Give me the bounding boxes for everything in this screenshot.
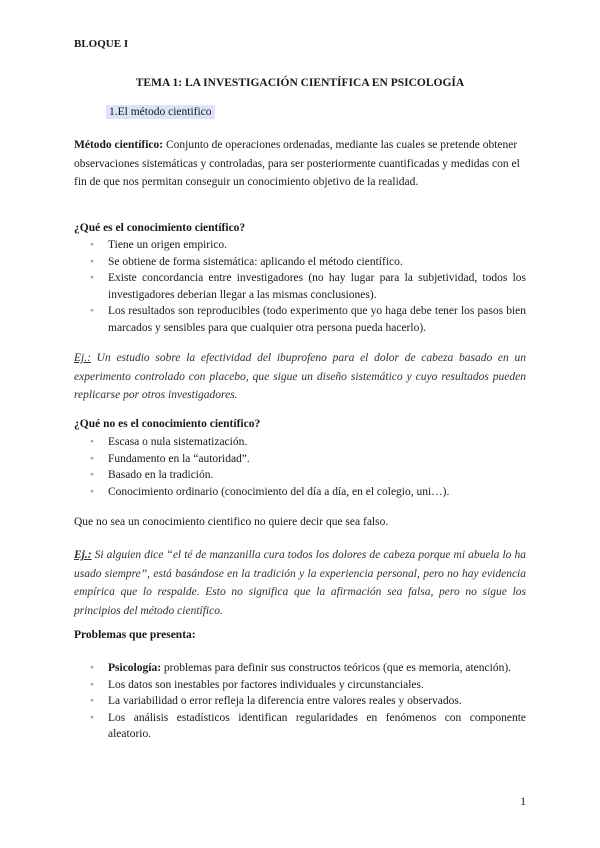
what-is-heading: ¿Qué es el conocimiento científico? bbox=[74, 222, 246, 234]
example-1 bbox=[74, 349, 526, 405]
list-item: ● La variabilidad o error refleja la diferencia entre valores reales y observados. bbox=[90, 693, 526, 710]
definition-paragraph bbox=[74, 136, 526, 192]
definition-term: Método científico: bbox=[74, 139, 164, 151]
what-is-not-heading: ¿Qué no es el conocimiento científico? bbox=[74, 418, 261, 430]
list-item: ● Los resultados son reproducibles (todo experimento que yo haga debe tener los pasos bien marcados y sensibles para que cualquier otra persona pueda hacerlo). bbox=[90, 303, 526, 336]
list-item: ● Existe concordancia entre investigadores (no hay lugar para la subjetividad, todos los investigadores deberian llegar a las mismas conclusiones). bbox=[90, 270, 526, 303]
example-1-label: Ej.: bbox=[74, 352, 91, 364]
problem-text: problemas para definir sus constructos teóricos (que es memoria, atención). bbox=[161, 662, 512, 674]
example-2-text: Si alguien dice “el té de manzanilla cura todos los dolores de cabeza porque mi abuela lo ha usado siempre”, está basándose en la tradición y la experiencia personal, pero no hay evidencia empírica que lo respalde. Esto no significa que la afirmación sea falsa, pero no sigue los principios del método científico. bbox=[74, 549, 526, 617]
page-title: TEMA 1: LA INVESTIGACIÓN CIENTÍFICA EN PSICOLOGÍA bbox=[135, 77, 465, 89]
problems-list bbox=[90, 660, 526, 743]
section-heading: 1.El método cientifico bbox=[106, 105, 215, 119]
list-item: ● Escasa o nula sistematización. bbox=[90, 434, 526, 451]
list-item: ● Los datos son inestables por factores individuales y circunstanciales. bbox=[90, 677, 526, 694]
list-item: ● Se obtiene de forma sistemática: aplicando el método científico. bbox=[90, 254, 526, 271]
example-2-label: Ej.: bbox=[74, 549, 92, 561]
what-is-list bbox=[90, 237, 526, 336]
list-item: ● Tiene un origen empirico. bbox=[90, 237, 526, 254]
block-label: BLOQUE I bbox=[74, 38, 129, 50]
definition-text: Conjunto de operaciones ordenadas, mediante las cuales se pretende obtener observaciones sistemáticas y controladas, para ser posteriormente cuantificadas y medidas con el fin de que nos permitan conseguir un conocimiento objetivo de la realidad. bbox=[74, 139, 520, 188]
note-paragraph: Que no sea un conocimiento cientifico no quiere decir que sea falso. bbox=[74, 516, 389, 528]
example-2 bbox=[74, 546, 526, 620]
problems-heading: Problemas que presenta: bbox=[74, 629, 196, 641]
list-item bbox=[90, 660, 526, 677]
page-number: 1 bbox=[520, 796, 526, 808]
example-1-text: Un estudio sobre la efectividad del ibuprofeno para el dolor de cabeza basado en un experimento controlado con placebo, que sigue un diseño sistemático y cuyo resultados pueden replicarse por otros investigadores. bbox=[74, 352, 526, 401]
what-is-not-list bbox=[90, 434, 526, 500]
list-item: ● Basado en la tradición. bbox=[90, 467, 526, 484]
list-item: ● Fundamento en la “autoridad”. bbox=[90, 451, 526, 468]
list-item: ● Los análisis estadísticos identifican regularidades en fenómenos con componente aleatorio. bbox=[90, 710, 526, 743]
problem-term: Psicología: bbox=[108, 662, 162, 674]
list-item: ● Conocimiento ordinario (conocimiento del día a día, en el colegio, uni…). bbox=[90, 484, 526, 501]
